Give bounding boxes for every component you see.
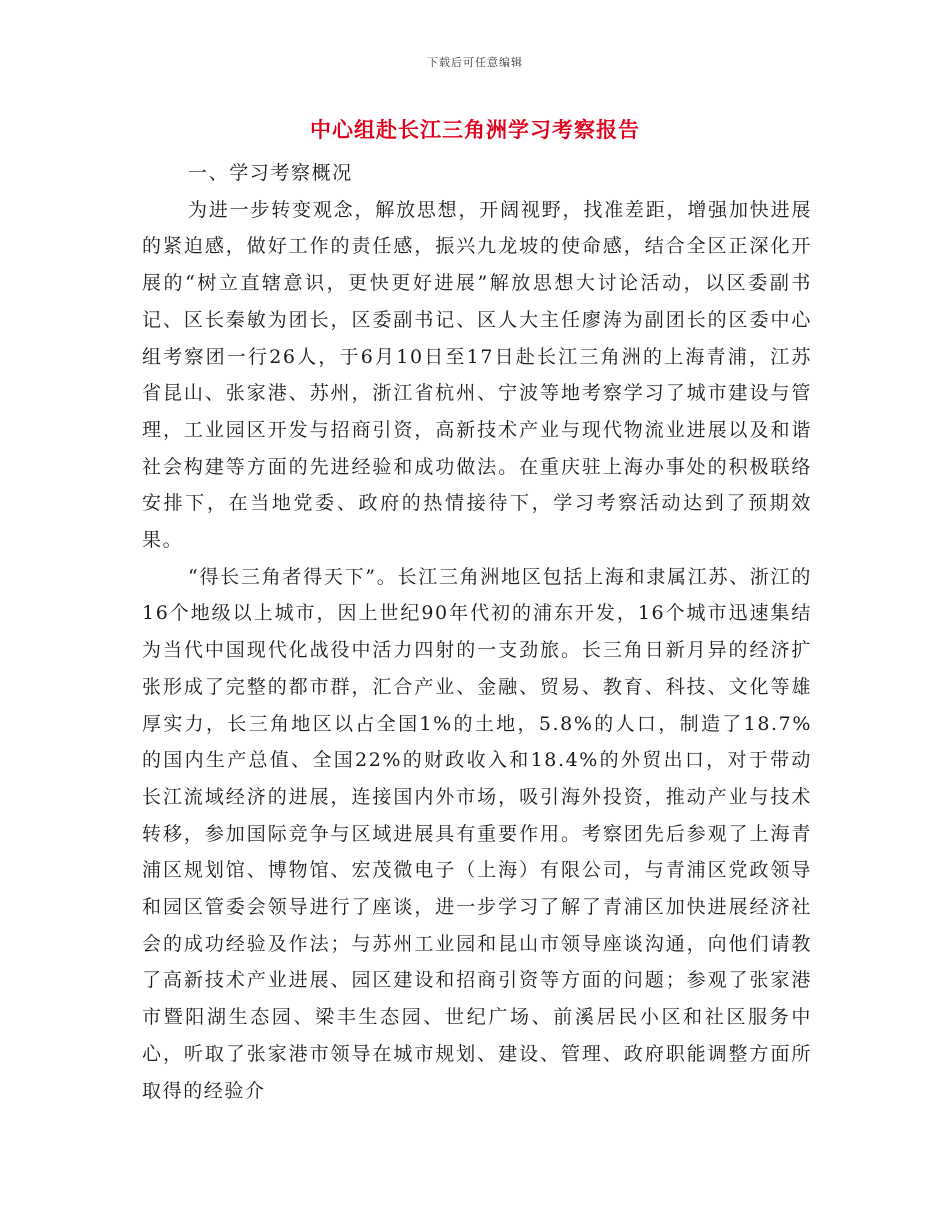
header-note: 下载后可任意编辑 <box>427 56 523 69</box>
document-title: 中心组赴长江三角洲学习考察报告 <box>310 117 640 142</box>
paragraph-2: “得长三角者得天下”。长江三角洲地区包括上海和隶属江苏、浙江的16个地级以上城市，因上世纪90年代初的浦东开发，16个城市迅速集结为当代中国现代化战役中活力四射的一支劲旅。长三角日新月异的经济扩张形成了完整的都市群，汇合产业、金融、贸易、教育、科技、文化等雄厚实力，长三角地区以占全国1%的土地，5.8%的人口，制造了18.7%的国内生产总值、全国22%的财政收入和18.4%的外贸出口，对于带动长江流域经济的进展，连接国内外市场，吸引海外投资，推动产业与技术转移，参加国际竞争与区域进展具有重要作用。考察团先后参观了上海青浦区规划馆、博物馆、宏茂微电子（上海）有限公司，与青浦区党政领导和园区管委会领导进行了座谈，进一步学习了解了青浦区加快进展经济社会的成功经验及作法；与苏州工业园和昆山市领导座谈沟通，向他们请教了高新技术产业进展、园区建设和招商引资等方面的问题；参观了张家港市暨阳湖生态园、梁丰生态园、世纪广场、前溪居民小区和社区服务中心，听取了张家港市领导在城市规划、建设、管理、政府职能调整方面所取得的经验介 <box>142 565 812 1102</box>
section-heading: 一、学习考察概况 <box>188 162 353 184</box>
document-body <box>142 155 812 1109</box>
paragraph-1: 为进一步转变观念，解放思想，开阔视野，找准差距，增强加快进展的紧迫感，做好工作的责任感，振兴九龙坡的使命感，结合全区正深化开展的“树立直辖意识，更快更好进展”解放思想大讨论活动，以区委副书记、区长秦敏为团长，区委副书记、区人大主任廖涛为副团长的区委中心组考察团一行26人，于6月10日至17日赴长江三角洲的上海青浦，江苏省昆山、张家港、苏州，浙江省杭州、宁波等地考察学习了城市建设与管理，工业园区开发与招商引资，高新技术产业与现代物流业进展以及和谐社会构建等方面的先进经验和成功做法。在重庆驻上海办事处的积极联络安排下，在当地党委、政府的热情接待下，学习考察活动达到了预期效果。 <box>142 198 812 552</box>
